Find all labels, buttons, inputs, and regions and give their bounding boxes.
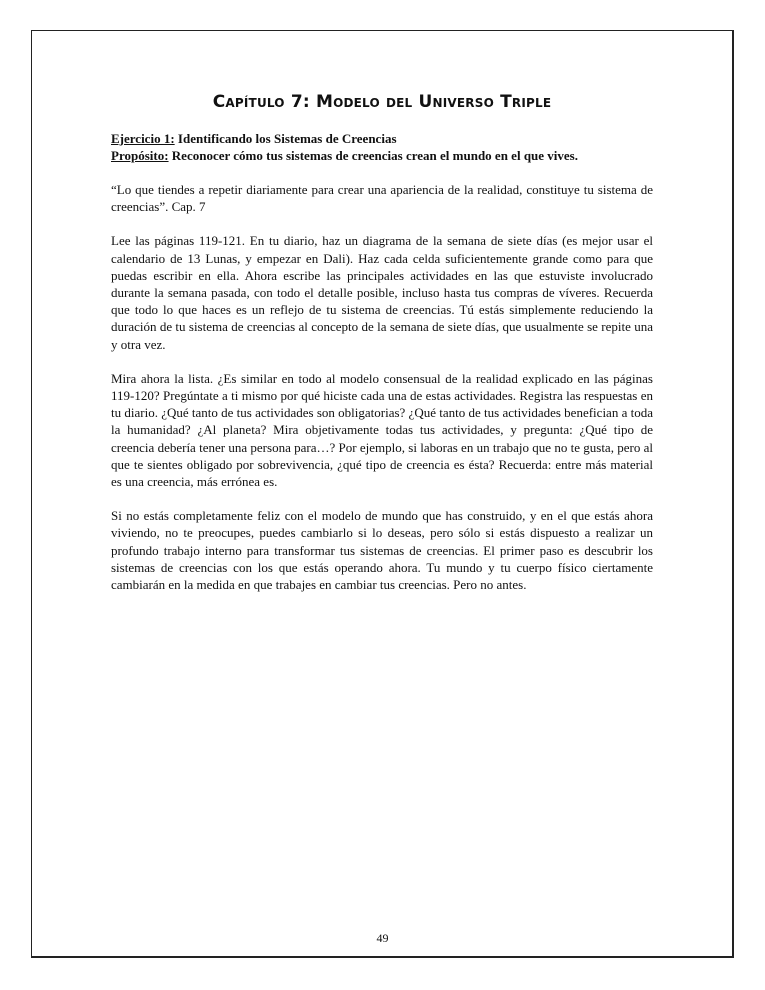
page-number: 49 <box>376 931 389 945</box>
page-content <box>111 92 653 593</box>
purpose-text: Reconocer cómo tus sistemas de creencias crean el mundo en el que vives. <box>168 148 578 163</box>
paragraph-change: Si no estás completamente feliz con el modelo de mundo que has construido, y en el que estás ahora viviendo, no te preocupes, puedes cambiarlo si lo deseas, pero sólo si estás dispuesto a realizar un profundo trabajo interno para transformar tus sistemas de creencias. El primer paso es descubrir los sistemas de creencias con los que estás operando ahora. Tu mundo y tu cuerpo físico ciertamente cambiarán en la medida en que trabajes en cambiar tus creencias. Pero no antes. <box>111 508 653 593</box>
paragraph-list: Mira ahora la lista. ¿Es similar en todo al modelo consensual de la realidad explicado en las páginas 119-120? Pregúntate a ti mismo por qué hiciste cada una de estas actividades. Registra las respuestas en tu diario. ¿Qué tanto de tus actividades son obligatorias? ¿Qué tanto de tus actividades benefician a toda la humanidad? ¿Al planeta? Mira objetivamente todas tus actividades, y pregunta: ¿Qué tipo de creencia debería tener una persona para…? Por ejemplo, si laboras en un trabajo que no te gusta, pero al que te sientes obligado por sobrevivencia, ¿qué tipo de creencia es ésta? Recuerda: entre más material es una creencia, más errónea es. <box>111 370 653 490</box>
quote-paragraph: “Lo que tiendes a repetir diariamente para crear una apariencia de la realidad, constituye tu sistema de creencias”. Cap. 7 <box>111 182 653 215</box>
purpose-heading <box>111 147 653 164</box>
paragraph-diagram: Lee las páginas 119-121. En tu diario, haz un diagrama de la semana de siete días (es mejor usar el calendario de 13 Lunas, y empezar en Dali). Haz cada celda suficientemente grande como para que puedas escribir en ella. Ahora escribe las principales actividades en las que estuviste involucrado durante la semana pasada, con todo el detalle posible, incluso hasta tus compras de víveres. Recuerda que todo lo que haces es un reflejo de tu sistema de creencias. Tú estás simplemente reduciendo la duración de tu sistema de creencias al concepto de la semana de siete días, que usualmente se repite una y otra vez. <box>111 233 653 352</box>
exercise-label: Ejercicio 1: <box>111 131 175 146</box>
exercise-heading <box>111 130 653 147</box>
purpose-label: Propósito: <box>111 148 169 163</box>
chapter-title: Capítulo 7: Modelo del Universo Triple <box>212 92 552 112</box>
exercise-title: Identificando los Sistemas de Creencias <box>174 131 397 146</box>
